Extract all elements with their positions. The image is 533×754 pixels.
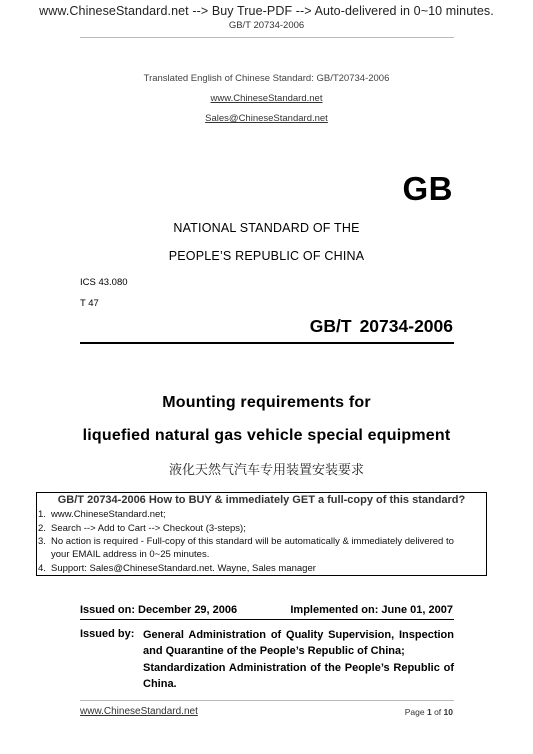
- email-link-container: [0, 113, 533, 124]
- national-standard-line1: NATIONAL STANDARD OF THE: [173, 221, 360, 235]
- translation-note: Translated English of Chinese Standard: GB/T20734-2006: [143, 73, 390, 84]
- standard-number: [310, 316, 453, 337]
- gb-mark: GB: [402, 170, 453, 207]
- buy-step-1-link[interactable]: www.ChineseStandard.net;: [51, 509, 166, 520]
- buy-step-1: 1. www.ChineseStandard.net;: [38, 509, 166, 520]
- buy-box-heading: GB/T 20734-2006 How to BUY & immediately GET a full-copy of this standard?: [57, 494, 466, 506]
- issued-on: Issued on: December 29, 2006: [80, 604, 238, 616]
- website-link-container: [0, 93, 533, 104]
- issued-by-label: Issued by:: [80, 628, 135, 640]
- buy-step-4: 4. Support: Sales@ChineseStandard.net. Wayne, Sales manager: [38, 563, 316, 574]
- title-line2: liquefied natural gas vehicle special equipment: [82, 427, 451, 444]
- chinese-title: 液化天然气汽车专用装置安装要求: [168, 463, 364, 478]
- top-banner: www.ChineseStandard.net --> Buy True-PDF --> Auto-delivered in 0~10 minutes.: [39, 4, 494, 18]
- issued-by-org2: Standardization Administration of the People’s Republic of China.: [143, 662, 454, 690]
- website-link[interactable]: www.ChineseStandard.net: [210, 93, 323, 104]
- ics-code: ICS 43.080: [80, 277, 128, 288]
- national-standard-line2: PEOPLE’S REPUBLIC OF CHINA: [168, 249, 365, 263]
- standard-prefix: GB/T: [309, 316, 352, 336]
- buy-step-3-cont: your EMAIL address in 0~25 minutes.: [51, 549, 210, 560]
- header-divider: [80, 37, 454, 38]
- dates-divider: [80, 619, 454, 620]
- footer-divider: [80, 700, 454, 701]
- buy-step-3: 3. No action is required - Full-copy of this standard will be automatically & immediately delivered to: [38, 536, 454, 547]
- email-link[interactable]: Sales@ChineseStandard.net: [205, 113, 328, 124]
- issued-by-org1: General Administration of Quality Supervision, Inspection and Quarantine of the People’s Republic of China;: [143, 629, 454, 657]
- standard-code: 20734-2006: [359, 316, 453, 336]
- implemented-on: Implemented on: June 01, 2007: [290, 604, 453, 616]
- title-line1: Mounting requirements for: [162, 394, 371, 411]
- header-standard-code: GB/T 20734-2006: [228, 20, 305, 31]
- total-pages: 10: [443, 707, 453, 717]
- footer-website-link[interactable]: www.ChineseStandard.net: [80, 706, 198, 717]
- buy-step-2: 2. Search --> Add to Cart --> Checkout (3-steps);: [38, 523, 246, 534]
- standard-divider: [80, 342, 454, 344]
- t-code: T 47: [80, 298, 99, 309]
- current-page: 1: [426, 707, 432, 717]
- page-indicator: Page 1 of 10: [404, 707, 453, 717]
